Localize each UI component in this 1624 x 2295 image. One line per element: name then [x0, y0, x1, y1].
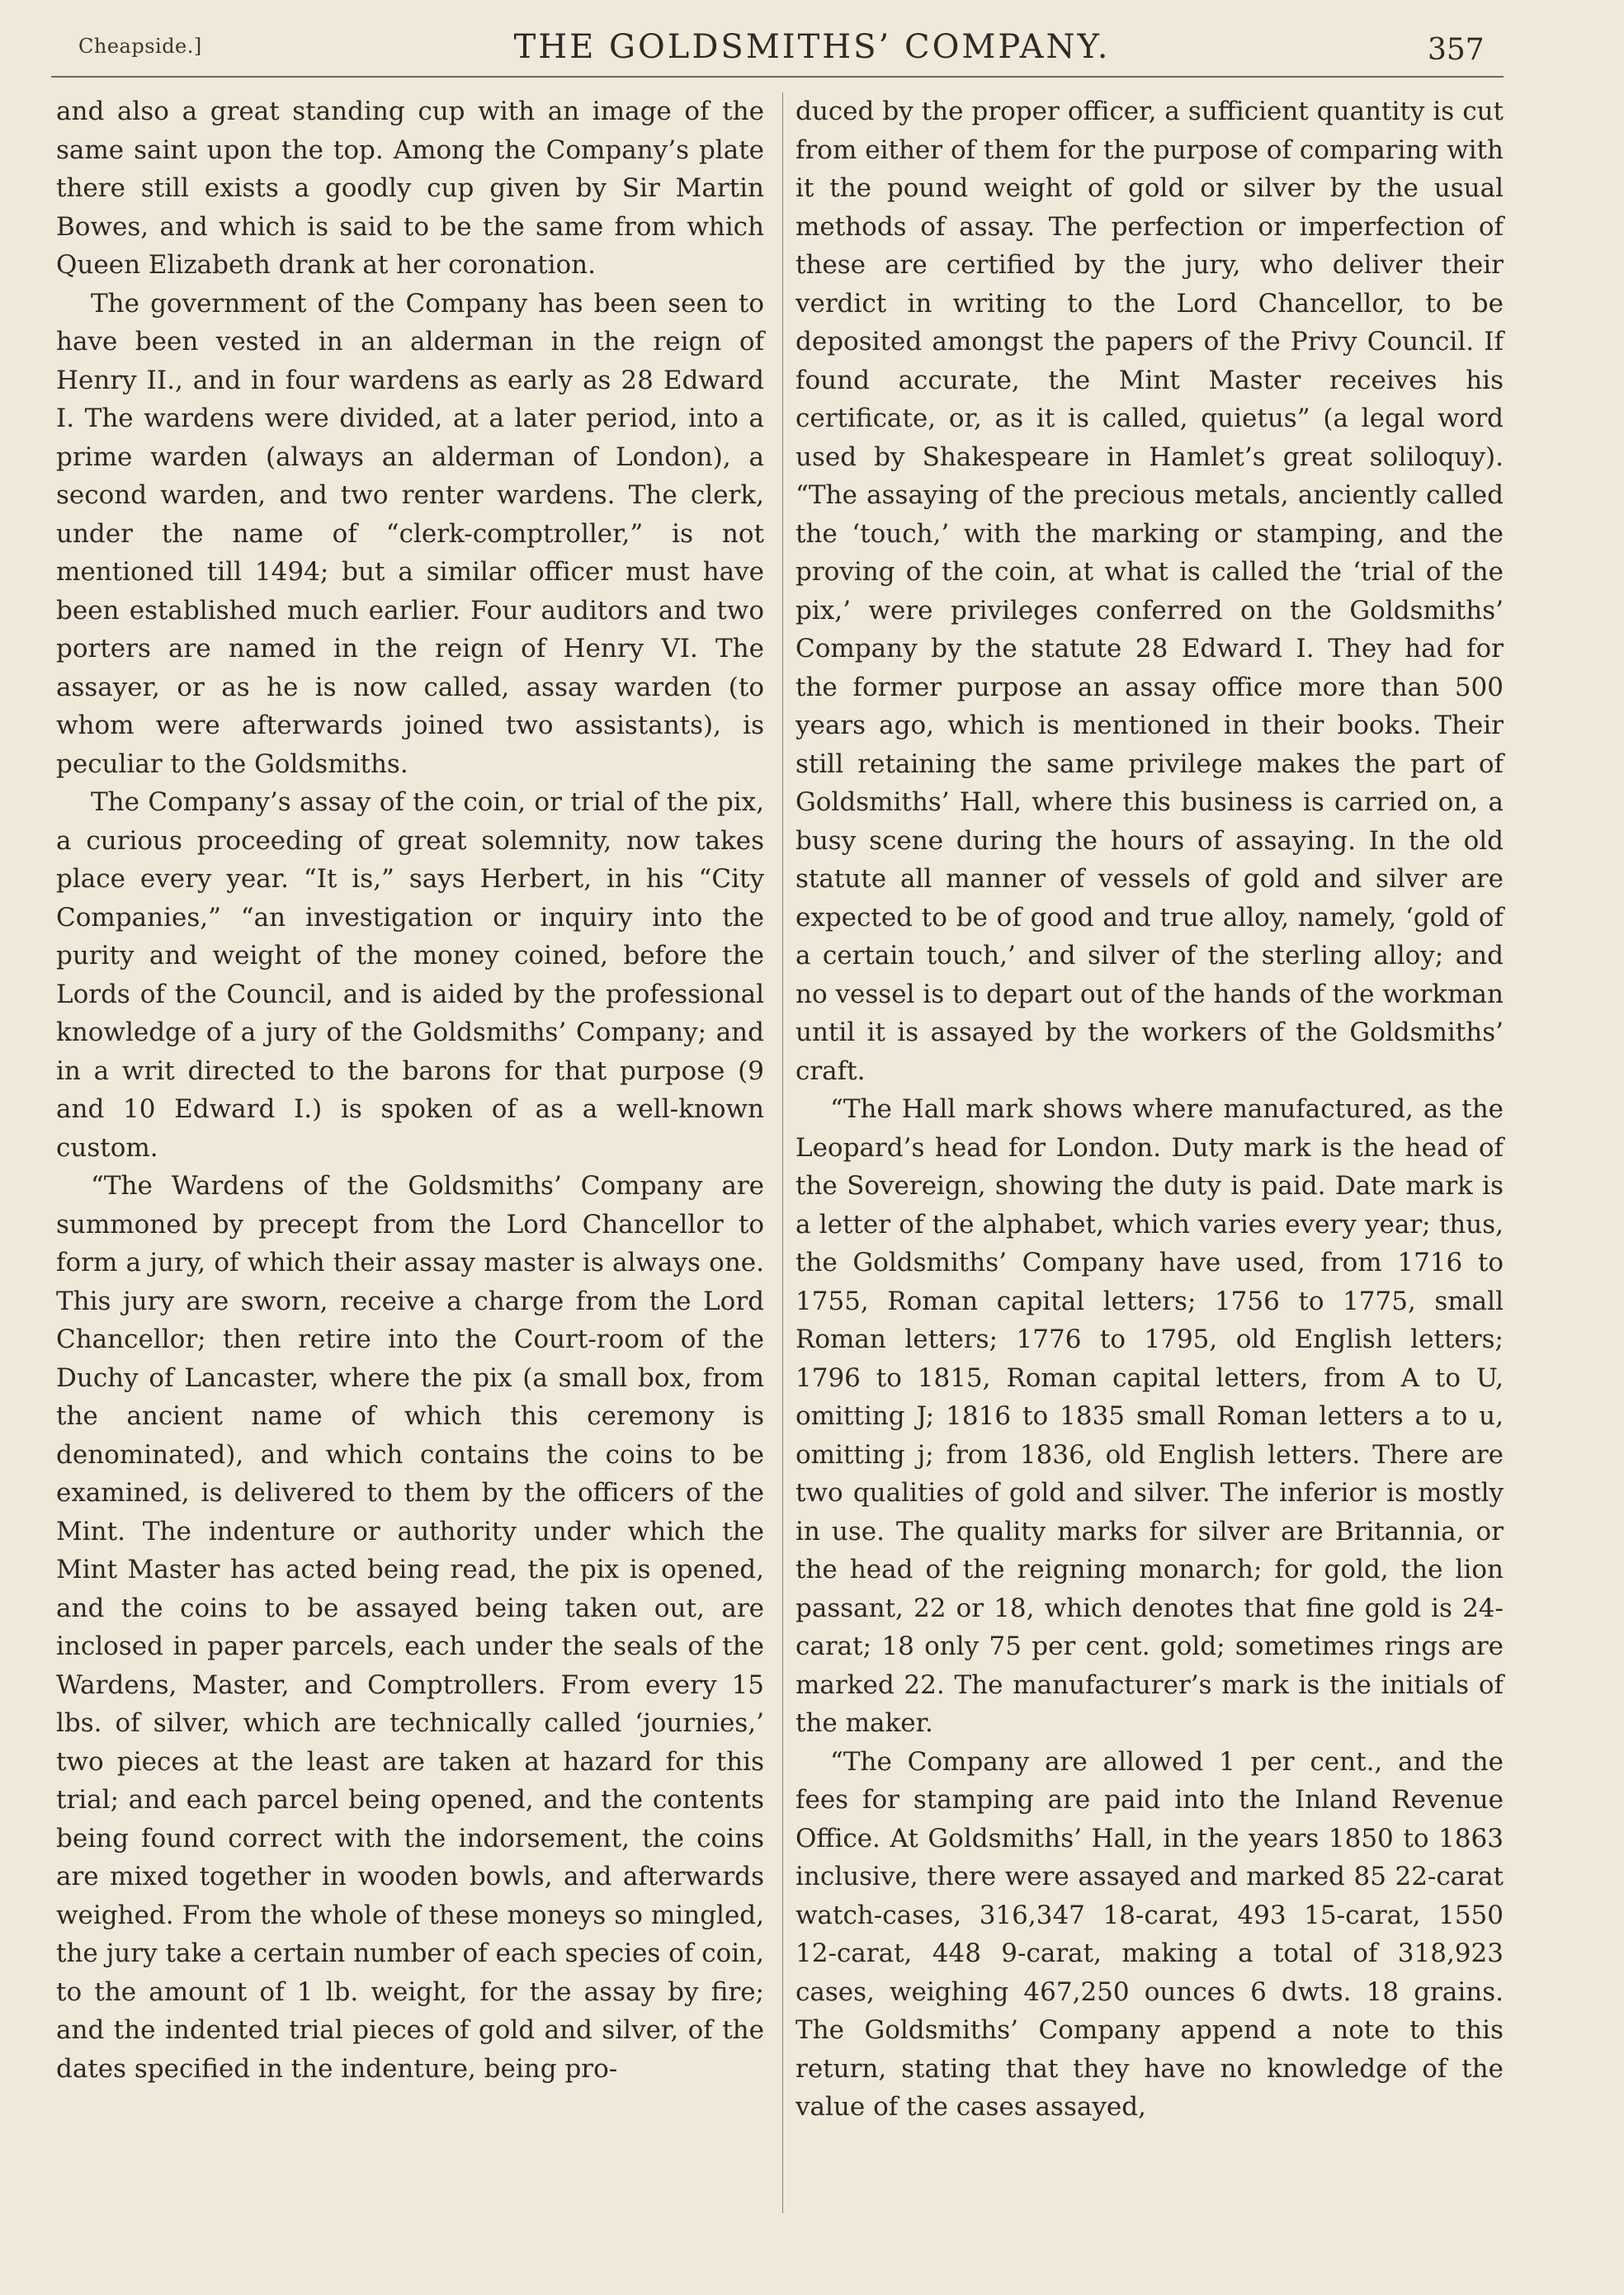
right-column — [795, 92, 1504, 2127]
page-number: 357 — [1428, 33, 1485, 67]
left-column — [56, 92, 764, 2088]
header-rule — [51, 76, 1504, 78]
paragraph: duced by the proper officer, a sufficient quantity is cut from either of them for the purpose of comparing with it the pound weight of gold or silver by the usual methods of assay. The perfection or imperfection of these are certified by the jury, who deliver their verdict in writing to the Lord Chancellor, to be deposited amongst the papers of the Privy Council. If found accurate, the Mint Master receives his certificate, or, as it is called, quietus” (a legal word used by Shakespeare in Hamlet’s great soliloquy). “The assaying of the precious metals, anciently called the ‘touch,’ with the marking or stamping, and the proving of the coin, at what is called the ‘trial of the pix,’ were privileges conferred on the Goldsmiths’ Company by the statute 28 Edward I. They had for the former purpose an assay office more than 500 years ago, which is mentioned in their books. Their still retaining the same privilege makes the part of Goldsmiths’ Hall, where this business is carried on, a busy scene during the hours of assaying. In the old statute all manner of vessels of gold and silver are expected to be of good and true alloy, namely, ‘gold of a certain touch,’ and silver of the sterling alloy; and no vessel is to depart out of the hands of the workman until it is assayed by the workers of the Goldsmiths’ craft. — [795, 97, 1504, 1086]
paragraph: “The Company are allowed 1 per cent., and the fees for stamping are paid into the Inland Revenue Office. At Goldsmiths’ Hall, in the years 1850 to 1863 inclusive, there were assayed and marked 85 22-carat watch-cases, 316,347 18-carat, 493 15-carat, 1550 12-carat, 448 9-carat, making a total of 318,923 cases, weighing 467,250 ounces 6 dwts. 18 grains. The Goldsmiths’ Company append a note to this return, stating that they have no knowledge of the value of the cases assayed, — [795, 1746, 1504, 2122]
column-divider — [782, 92, 783, 2213]
paragraph: “The Hall mark shows where manufactured, as the Leopard’s head for London. Duty mark is the head of the Sovereign, showing the duty is paid. Date mark is a letter of the alphabet, which varies every year; thus, the Goldsmiths’ Company have used, from 1716 to 1755, Roman capital letters; 1756 to 1775, small Roman letters; 1776 to 1795, old English letters; 1796 to 1815, Roman capital letters, from A to U, omitting J; 1816 to 1835 small Roman letters a to u, omitting j; from 1836, old English letters. There are two qualities of gold and silver. The inferior is mostly in use. The quality marks for silver are Britannia, or the head of the reigning monarch; for gold, the lion passant, 22 or 18, which denotes that fine gold is 24-carat; 18 only 75 per cent. gold; sometimes rings are marked 22. The manufacturer’s mark is the initials of the maker. — [795, 1094, 1504, 1738]
paragraph: and also a great standing cup with an image of the same saint upon the top. Among the Company’s plate there still exists a goodly cup given by Sir Martin Bowes, and which is said to be the same from which Queen Elizabeth drank at her coronation. — [56, 97, 764, 280]
running-head-title: THE GOLDSMITHS’ COMPANY. — [513, 28, 1111, 66]
paragraph: The Company’s assay of the coin, or trial of the pix, a curious proceeding of great solemnity, now takes place every year. “It is,” says Herbert, in his “City Companies,” “an investigation or inquiry into the purity and weight of the money coined, before the Lords of the Council, and is aided by the professional knowledge of a jury of the Goldsmiths’ Company; and in a writ directed to the barons for that purpose (9 and 10 Edward I.) is spoken of as a well-known custom. — [56, 787, 764, 1163]
paragraph: “The Wardens of the Goldsmiths’ Company are summoned by precept from the Lord Chancellor to form a jury, of which their assay master is always one. This jury are sworn, receive a charge from the Lord Chancellor; then retire into the Court-room of the Duchy of Lancaster, where the pix (a small box, from the ancient name of which this ceremony is denominated), and which contains the coins to be examined, is delivered to them by the officers of the Mint. The indenture or authority under which the Mint Master has acted being read, the pix is opened, and the coins to be assayed being taken out, are inclosed in paper parcels, each under the seals of the Wardens, Master, and Comptrollers. From every 15 lbs. of silver, which are technically called ‘journies,’ two pieces at the least are taken at hazard for this trial; and each parcel being opened, and the contents being found correct with the indorsement, the coins are mixed together in wooden bowls, and afterwards weighed. From the whole of these moneys so mingled, the jury take a certain number of each species of coin, to the amount of 1 lb. weight, for the assay by fire; and the indented trial pieces of gold and silver, of the dates specified in the indenture, being pro- — [56, 1171, 764, 2084]
paragraph: The government of the Company has been seen to have been vested in an alderman in the reign of Henry II., and in four wardens as early as 28 Edward I. The wardens were divided, at a later period, into a prime warden (always an alderman of London), a second warden, and two renter wardens. The clerk, under the name of “clerk-comptroller,” is not mentioned till 1494; but a similar officer must have been established much earlier. Four auditors and two porters are named in the reign of Henry VI. The assayer, or as he is now called, assay warden (to whom were afterwards joined two assistants), is peculiar to the Goldsmiths. — [56, 288, 764, 779]
running-head-location: Cheapside.] — [78, 35, 202, 58]
